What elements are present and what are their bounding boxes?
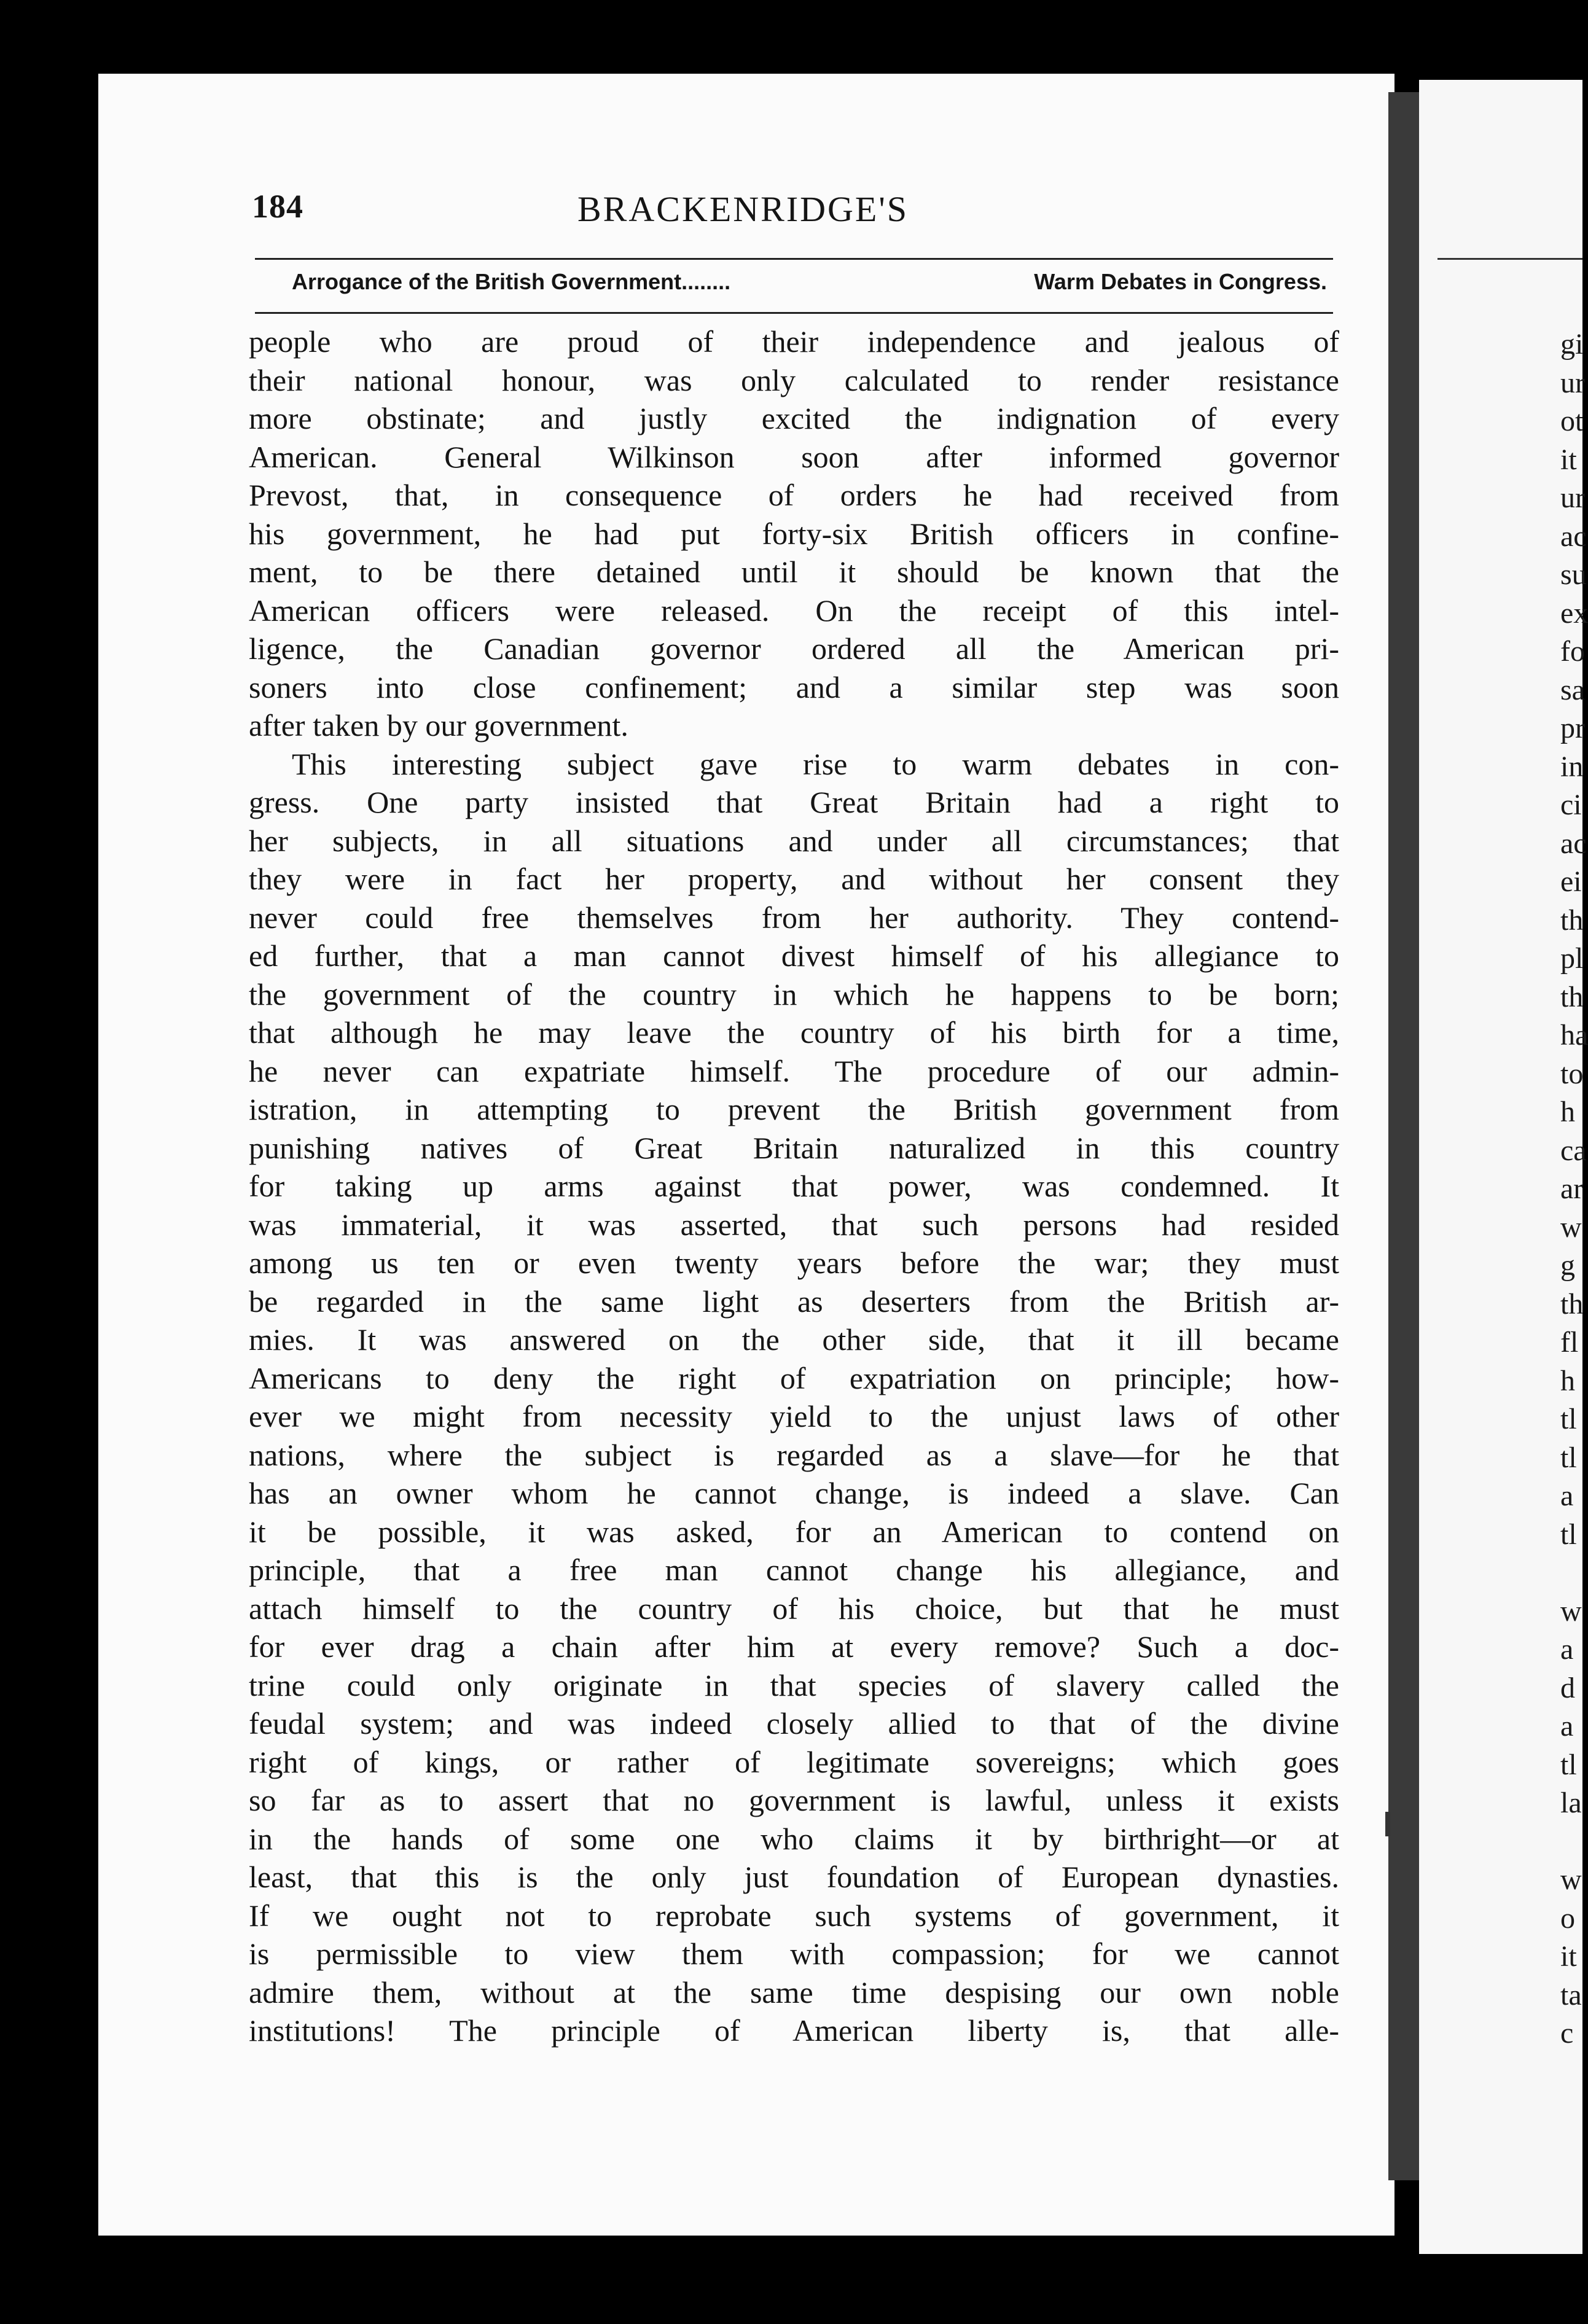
facing-fragment: sa xyxy=(1560,673,1585,706)
facing-fragment: it xyxy=(1560,443,1577,476)
page-edge-mark xyxy=(1385,1812,1390,1836)
facing-fragment: ur xyxy=(1560,366,1585,399)
facing-fragment: h xyxy=(1560,1096,1575,1128)
facing-fragment: it xyxy=(1560,1940,1577,1973)
subheading-left: Arrogance of the British Government........ xyxy=(292,269,731,294)
facing-fragment: th xyxy=(1560,1287,1584,1320)
text-line: right of kings, or rather of legitimate sovereigns; which goes xyxy=(249,1744,1339,1779)
facing-fragment: tl xyxy=(1560,1441,1577,1474)
header-rule-top xyxy=(255,258,1333,260)
text-line: for taking up arms against that power, was condemned. It xyxy=(249,1169,1339,1203)
text-line: trine could only originate in that species of slavery called the xyxy=(249,1667,1339,1702)
text-line: This interesting subject gave rise to warm debates in con- xyxy=(292,746,1339,781)
facing-page-text-fragments xyxy=(1560,326,1588,2053)
text-line: it be possible, it was asked, for an American to contend on xyxy=(249,1514,1339,1549)
facing-fragment: w xyxy=(1560,1594,1582,1628)
text-line: the government of the country in which he happens to be born; xyxy=(249,977,1339,1012)
facing-fragment: w xyxy=(1560,1211,1582,1244)
body-text xyxy=(249,322,1339,2050)
book-title: BRACKENRIDGE'S xyxy=(577,189,909,229)
facing-fragment: th xyxy=(1560,903,1584,937)
text-line: Prevost, that, in consequence of orders he had received from xyxy=(249,478,1339,512)
facing-page-rule xyxy=(1437,258,1582,260)
facing-fragment: su xyxy=(1560,558,1587,591)
section-subheading xyxy=(255,269,1333,295)
facing-fragment: th xyxy=(1560,980,1584,1013)
facing-fragment: ur xyxy=(1560,482,1585,514)
text-line: punishing natives of Great Britain naturalized in this country xyxy=(249,1130,1339,1165)
facing-fragment: ar xyxy=(1560,1172,1584,1205)
facing-fragment: ex xyxy=(1560,596,1588,630)
text-line: American officers were released. On the receipt of this intel- xyxy=(249,593,1339,628)
facing-fragment: to xyxy=(1560,1057,1584,1090)
text-line: principle, that a free man cannot change his allegiance, and xyxy=(249,1553,1339,1587)
facing-fragment: a xyxy=(1560,1710,1574,1742)
subheading-right: Warm Debates in Congress. xyxy=(1034,269,1327,294)
text-line: their national honour, was only calculated to render resistance xyxy=(249,362,1339,397)
text-line: institutions! The principle of American liberty is, that alle- xyxy=(249,2013,1339,2048)
facing-fragment: a xyxy=(1560,1633,1574,1666)
page-number: 184 xyxy=(252,188,303,225)
text-line: be regarded in the same light as deserters from the British ar- xyxy=(249,1284,1339,1319)
facing-fragment: ca xyxy=(1560,1134,1587,1167)
text-line: people who are proud of their independence and jealous of xyxy=(249,324,1339,359)
text-line: attach himself to the country of his choice, but that he must xyxy=(249,1591,1339,1626)
facing-page-edge xyxy=(1419,80,1588,2254)
text-line: after taken by our government. xyxy=(249,708,628,743)
facing-fragment: ta xyxy=(1560,1978,1582,2011)
facing-fragment: w xyxy=(1560,1863,1582,1896)
facing-fragment: in xyxy=(1560,750,1584,783)
text-line: ever we might from necessity yield to the unjust laws of other xyxy=(249,1399,1339,1433)
text-line: least, that this is the only just foundation of European dynasties. xyxy=(249,1860,1339,1894)
text-line: feudal system; and was indeed closely allied to that of the divine xyxy=(249,1706,1339,1741)
text-line: he never can expatriate himself. The procedure of our admin- xyxy=(249,1053,1339,1088)
facing-fragment: pl xyxy=(1560,942,1584,975)
facing-fragment: ha xyxy=(1560,1019,1588,1051)
text-line: ligence, the Canadian governor ordered all the American pri- xyxy=(249,631,1339,666)
facing-fragment: ci xyxy=(1560,789,1582,821)
facing-fragment: h xyxy=(1560,1364,1575,1397)
text-line: soners into close confinement; and a similar step was soon xyxy=(249,669,1339,704)
facing-fragment: o xyxy=(1560,1901,1575,1935)
text-line: is permissible to view them with compassion; for we cannot xyxy=(249,1936,1339,1971)
facing-fragment: fl xyxy=(1560,1326,1579,1359)
text-line: ment, to be there detained until it should be known that the xyxy=(249,555,1339,589)
text-line: Americans to deny the right of expatriation on principle; how- xyxy=(249,1360,1339,1395)
text-line: in the hands of some one who claims it by birthright—or at xyxy=(249,1821,1339,1856)
facing-fragment: ac xyxy=(1560,520,1587,553)
facing-fragment: d xyxy=(1560,1671,1575,1704)
text-line: If we ought not to reprobate such systems of government, it xyxy=(249,1898,1339,1933)
facing-fragment: c xyxy=(1560,2017,1574,2049)
header-rule-bottom xyxy=(255,312,1333,314)
text-line: so far as to assert that no government is lawful, unless it exists xyxy=(249,1783,1339,1817)
book-page xyxy=(98,74,1394,2236)
text-line: has an owner whom he cannot change, is indeed a slave. Can xyxy=(249,1476,1339,1510)
running-head xyxy=(98,181,1394,243)
facing-fragment: tl xyxy=(1560,1403,1577,1435)
facing-fragment: ot xyxy=(1560,405,1584,437)
facing-fragment: a xyxy=(1560,1480,1574,1512)
text-line: mies. It was answered on the other side, that it ill became xyxy=(249,1322,1339,1357)
facing-fragment xyxy=(1560,1554,1588,1593)
facing-fragment: gi xyxy=(1560,328,1584,361)
facing-fragment xyxy=(1560,1823,1588,1862)
text-line: more obstinate; and justly excited the indignation of every xyxy=(249,401,1339,435)
text-line: nations, where the subject is regarded as a slave—for he that xyxy=(249,1437,1339,1472)
facing-fragment: ac xyxy=(1560,827,1587,860)
text-line: was immaterial, it was asserted, that such persons had resided xyxy=(249,1207,1339,1242)
facing-fragment: tl xyxy=(1560,1748,1577,1781)
book-gutter-shadow xyxy=(1388,92,1422,2180)
text-line: ed further, that a man cannot divest himself of his allegiance to xyxy=(249,938,1339,973)
facing-fragment: ei xyxy=(1560,865,1582,898)
facing-fragment: g xyxy=(1560,1249,1575,1282)
text-line: istration, in attempting to prevent the British government from xyxy=(249,1092,1339,1126)
text-line: American. General Wilkinson soon after informed governor xyxy=(249,439,1339,474)
text-line: admire them, without at the same time despising our own noble xyxy=(249,1975,1339,2010)
text-line: for ever drag a chain after him at every remove? Such a doc- xyxy=(249,1629,1339,1664)
text-line: they were in fact her property, and without her consent they xyxy=(249,862,1339,896)
text-line: never could free themselves from her authority. They contend- xyxy=(249,900,1339,935)
facing-fragment: pr xyxy=(1560,712,1585,744)
text-line: among us ten or even twenty years before the war; they must xyxy=(249,1246,1339,1280)
facing-fragment: tl xyxy=(1560,1518,1577,1551)
text-line: that although he may leave the country of his birth for a time, xyxy=(249,1015,1339,1050)
text-line: gress. One party insisted that Great Britain had a right to xyxy=(249,785,1339,819)
text-line: his government, he had put forty-six British officers in confine- xyxy=(249,516,1339,551)
facing-fragment: fo xyxy=(1560,635,1585,668)
text-line: her subjects, in all situations and under all circumstances; that xyxy=(249,823,1339,858)
facing-fragment: la xyxy=(1560,1787,1582,1819)
